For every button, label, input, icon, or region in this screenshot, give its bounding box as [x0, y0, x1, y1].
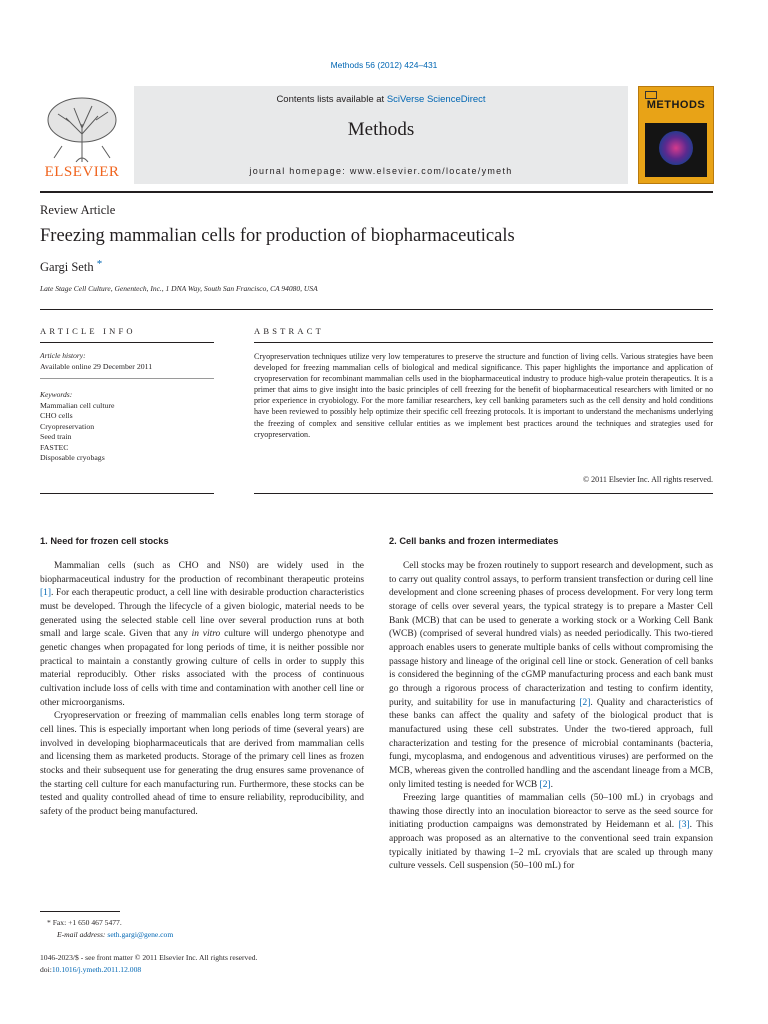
article-info-heading: ARTICLE INFO	[40, 326, 136, 336]
section-2-heading: 2. Cell banks and frozen intermediates	[389, 536, 559, 546]
keywords-label: Keywords:	[40, 390, 73, 399]
elsevier-wordmark: ELSEVIER	[44, 164, 120, 180]
journal-name: Methods	[347, 119, 415, 140]
divider	[40, 493, 214, 494]
section-1-heading: 1. Need for frozen cell stocks	[40, 536, 169, 546]
footnote-rule	[40, 911, 120, 912]
author-affiliation: Late Stage Cell Culture, Genentech, Inc., 1 DNA Way, South San Francisco, CA 94080, USA	[40, 284, 318, 293]
email-label: E-mail address:	[57, 930, 106, 939]
article-title: Freezing mammalian cells for production of biopharmaceuticals	[40, 226, 515, 246]
divider	[40, 309, 713, 310]
history-value: Available online 29 December 2011	[40, 362, 153, 371]
cover-artwork	[645, 123, 707, 177]
footnote-fax: * Fax: +1 650 467 5477.	[47, 918, 122, 927]
contents-prefix: Contents lists available at	[276, 94, 387, 105]
header-rule	[40, 191, 713, 193]
keywords-list	[40, 401, 114, 463]
divider	[254, 493, 713, 494]
divider	[254, 342, 713, 343]
reference-link[interactable]: [2]	[579, 697, 591, 708]
keyword-item: Disposable cryobags	[40, 453, 105, 463]
sciencedirect-link[interactable]: SciVerse ScienceDirect	[386, 94, 486, 105]
reference-link[interactable]: [1]	[40, 588, 52, 599]
abstract-copyright: © 2011 Elsevier Inc. All rights reserved.	[582, 475, 713, 484]
contents-line	[134, 94, 628, 105]
right-column	[389, 560, 713, 874]
journal-header-band	[134, 86, 628, 184]
history-label: Article history:	[40, 351, 86, 360]
keyword-item: Mammalian cell culture	[40, 401, 115, 410]
keyword-item: Cryopreservation	[40, 421, 95, 431]
email-link[interactable]: seth.gargi@gene.com	[107, 930, 174, 939]
journal-cover-image	[638, 86, 714, 184]
front-matter-line: 1046-2023/$ - see front matter © 2011 Elsevier Inc. All rights reserved.	[40, 953, 258, 962]
left-column	[40, 560, 364, 819]
keyword-item: CHO cells	[40, 411, 73, 421]
cover-title: METHODS	[646, 99, 706, 111]
doi-line	[40, 965, 141, 974]
divider	[40, 378, 214, 379]
abstract-text: Cryopreservation techniques utilize very low temperatures to preserve the structure and function of living cells. Various strategies have been developed for freezing mammalian cells of biological and medical significance. This paper highlights the importance and application of cryopreservation for recombinant mammalian cells used in the biopharmaceutical industry to produce high-value protein therapeutics. It is a primer that aims to give insight into the basic principles of cell freezing for the benefit of biopharmaceutical researchers with limited or no prior experience in cryobiology. For the more familiar researchers, key cell banking parameters such as the cell density and hold conditions have been reviewed to possibly help optimize their specific cell freezing protocols. It is important to understand the mechanisms underlying the freezing of complex and sensitive cellular entities as we implement best practices around the techniques and strategies used for cryopreservation.	[254, 352, 713, 439]
divider	[40, 342, 214, 343]
body-paragraph: Mammalian cells (such as CHO and NS0) are widely used in the biopharmaceutical industry for the production of recombinant therapeutic proteins [1]. For each therapeutic product, a cell line with desirable production characteristics must be developed. Through the lifecycle of a given biologic, material needs to be generated using the selected stable cell line over several production runs at both small and large scale. Given that any in vitro culture will undergo phenotype and genetic changes when propagated for long periods of time, it is neither possible nor practical to maintain a constantly growing culture of cells in order to supply this material reproducibly. Other risks associated with the process of continuous cultivation include loss of cells with time and contamination with another cell line or other microorganisms.	[40, 561, 364, 708]
doi-label: doi:	[40, 965, 52, 974]
keyword-item: Seed train	[40, 432, 72, 442]
doi-link[interactable]: 10.1016/j.ymeth.2011.12.008	[51, 965, 142, 974]
author-name: Gargi Seth	[40, 260, 94, 274]
keyword-item: FASTEC	[40, 442, 69, 452]
body-paragraph: Cell stocks may be frozen routinely to support research and development, such as to carry out quality control assays, to perform transient transfection or during cell line development and clone screening phases of process development. For very long term storage of cells over several years, the typical strategy is to prepare a Master Cell Bank (MCB) that can be used to generate a working stock or a Working Cell Bank (WCB) (comprised of several hundred vials) as needed periodically. This two-tiered approach enables users to generate multiple banks of cells without compromising the passage history and lineage of the original cell line or stock. Generation of cell banks is considered the beginning of the cGMP manufacturing process and each bank must go through a rigorous process of characterization and testing to confirm identity, purity, and suitability for use in manufacturing [2]. Quality and characteristics of these banks can affect the quality and safety of the biological product that is manufactured using these cell substrates. Under the two-tiered approach, full characterization and testing for the presence of microbial contaminants (bacteria, fungi, mycoplasma, and endogenous and adventitious viruses) are performed on the MCB, whereas given the controlled handling and the ascendant lineage from a MCB, only limited testing is needed for WCB [2].	[389, 561, 713, 790]
body-paragraph: Cryopreservation or freezing of mammalian cells enables long term storage of cell lines. This is especially important when long periods of time (several years) are involved in developing biopharmaceuticals that are derived from mammalian cells and licensing them as marketed products. Storage of the primary cell lines as frozen stocks and their subsequent use for generating the drug ensures same provenance of the starting cell culture for each manufacturing run. Furthermore, these stocks can be tested and quality controlled ahead of time to ensure reliability, reproducibility, and safety of the product being manufactured.	[40, 711, 364, 817]
journal-homepage[interactable]: journal homepage: www.elsevier.com/locate/ymeth	[249, 166, 513, 176]
article-type: Review Article	[40, 203, 116, 217]
author-line	[40, 258, 102, 275]
abstract-heading: ABSTRACT	[254, 326, 324, 336]
cover-emblem-icon	[645, 91, 657, 99]
footnote-email	[57, 930, 173, 939]
reference-link[interactable]: [3]	[678, 820, 690, 831]
body-paragraph: Freezing large quantities of mammalian cells (50–100 mL) in cryobags and thawing those directly into an inoculation bioreactor to serve as the seed source for initiating production campaigns was demonstrated by Heidemann et al. [3]. This approach was proposed as an alternative to the conventional seed train expansion typically initiated by thawing 1–2 mL cryovials that are scaled up through many culture vessels. Cell suspension (50–100 mL) for	[389, 793, 714, 872]
reference-link[interactable]: [2]	[539, 779, 551, 790]
journal-citation[interactable]: Methods 56 (2012) 424–431	[330, 60, 438, 70]
author-footnote-link[interactable]: *	[96, 258, 103, 270]
